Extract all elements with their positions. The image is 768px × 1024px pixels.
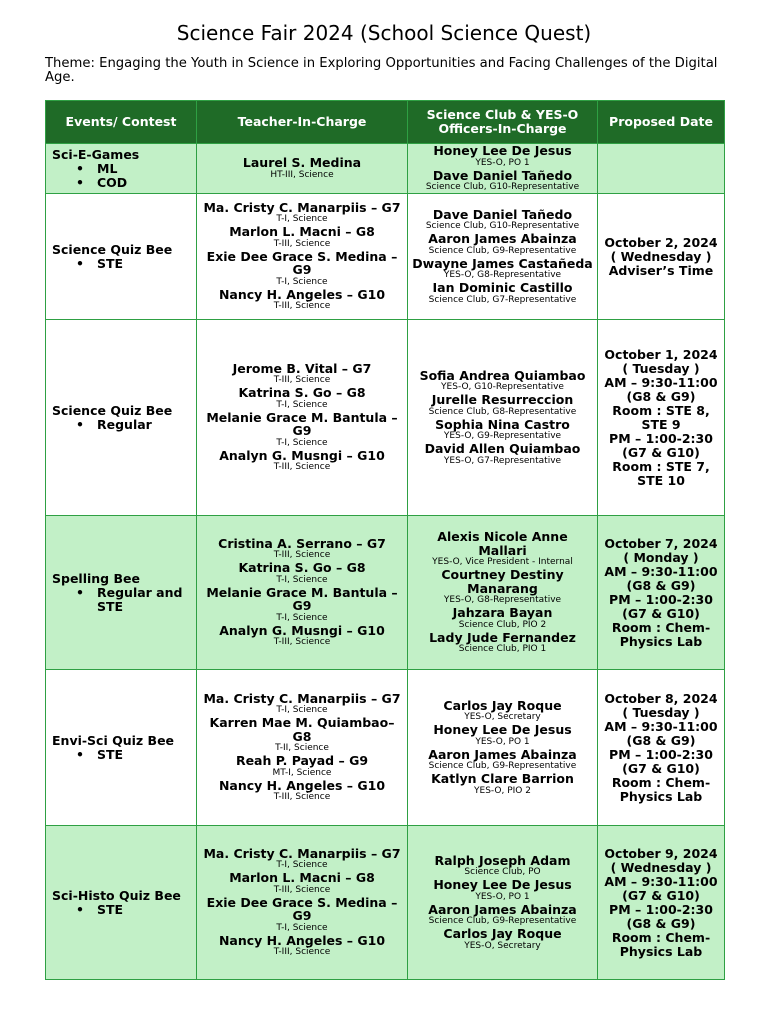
date-cell [598, 826, 725, 980]
date-line: ( Tuesday ) [622, 704, 700, 720]
event-category: • COD [67, 176, 193, 190]
event-categories [52, 257, 193, 271]
teacher-name: Katrina S. Go – G8 [238, 385, 366, 401]
teacher-role: T-I, Science [276, 214, 328, 225]
officer-role: Science Club, G10-Representative [425, 182, 580, 192]
date-cell [598, 670, 725, 826]
teacher-role: T-I, Science [276, 399, 328, 410]
table-row [46, 670, 725, 826]
officer-role: YES-O, G8-Representative [443, 270, 562, 280]
event-categories [52, 162, 193, 190]
page-title: Science Fair 2024 (School Science Quest) [176, 21, 592, 45]
teacher-role: T-III, Science [273, 462, 331, 473]
date-line: Room : STE 7, STE 10 [612, 458, 710, 488]
officer-name: Ian Dominic Castillo [432, 280, 573, 295]
teacher-role: T-I, Science [276, 276, 328, 287]
event-name: Science Quiz Bee [52, 402, 173, 418]
event-category: • Regular and STE [67, 586, 193, 614]
date-line: Room : STE 8, STE 9 [612, 402, 710, 432]
date-line: Room : Chem-Physics Lab [611, 929, 711, 959]
date-line: (G7 & G10) [622, 444, 700, 460]
date-line: (G8 & G9) [626, 915, 696, 931]
officer-name: Aaron James Abainza [428, 901, 577, 917]
event-cell [46, 320, 197, 516]
teacher-cell [197, 670, 408, 826]
table-row [46, 320, 725, 516]
teacher-role: T-I, Science [276, 437, 328, 448]
officer-role: YES-O, Secretary [464, 940, 541, 951]
date-line: AM – 9:30-11:00 [604, 374, 718, 390]
header-officers: Science Club & YES-O Officers-In-Charge [408, 101, 598, 144]
table-row [46, 826, 725, 980]
date-line: October 2, 2024 [604, 234, 718, 250]
teacher-name: Exie Dee Grace S. Medina – G9 [206, 248, 398, 278]
officer-role: YES-O, Secretary [464, 712, 541, 722]
event-cell [46, 516, 197, 670]
teacher-name: Jerome B. Vital – G7 [232, 360, 372, 376]
officer-role: Science Club, G9-Representative [428, 245, 577, 256]
teacher-name: Karren Mae M. Quiambao– G8 [209, 715, 395, 744]
officer-role: YES-O, G7-Representative [443, 455, 562, 466]
teacher-role: T-III, Science [273, 884, 331, 895]
date-line: PM – 1:00-2:30 [609, 591, 713, 607]
officer-role: Science Club, G9-Representative [428, 761, 577, 771]
date-line: October 1, 2024 [604, 346, 718, 362]
officer-role: YES-O, Vice President - Internal [432, 557, 573, 567]
teacher-name: Laurel S. Medina [242, 155, 362, 171]
teacher-name: Marlon L. Macni – G8 [229, 224, 375, 240]
date-line: ( Monday ) [623, 549, 699, 565]
teacher-role: T-II, Science [275, 743, 329, 754]
teacher-name: Melanie Grace M. Bantula – G9 [206, 584, 398, 614]
date-cell [598, 194, 725, 320]
officer-role: Science Club, G10-Representative [425, 221, 580, 231]
date-cell [598, 516, 725, 670]
officer-name: Carlos Jay Roque [443, 926, 562, 941]
officer-role: YES-O, G10-Representative [441, 382, 564, 392]
teacher-name: Exie Dee Grace S. Medina – G9 [206, 894, 398, 924]
event-name: Science Quiz Bee [52, 241, 173, 257]
teacher-role: MT-I, Science [272, 767, 332, 778]
teacher-role: HT-III, Science [270, 169, 334, 180]
date-line: Room : Chem-Physics Lab [611, 619, 711, 649]
event-category: • ML [67, 162, 193, 176]
date-line: Room : Chem-Physics Lab [611, 774, 711, 804]
date-line: PM – 1:00-2:30 [609, 901, 713, 917]
teacher-role: T-III, Science [273, 238, 331, 249]
date-line: (G7 & G10) [622, 760, 700, 776]
date-line: ( Tuesday ) [622, 360, 700, 376]
date-line: (G7 & G10) [622, 887, 700, 903]
teacher-name: Melanie Grace M. Bantula – G9 [206, 409, 398, 439]
officer-name: Katlyn Clare Barrion [431, 771, 574, 786]
teacher-cell [197, 516, 408, 670]
date-line: Adviser’s Time [608, 262, 714, 278]
officer-name: Sophia Nina Castro [435, 416, 570, 432]
event-cell [46, 826, 197, 980]
officer-role: YES-O, PIO 2 [474, 785, 531, 796]
teacher-name: Ma. Cristy C. Manarpiis – G7 [203, 690, 401, 706]
event-categories [52, 903, 193, 917]
officer-name: Aaron James Abainza [428, 746, 577, 762]
officer-name: David Allen Quiambao [424, 441, 581, 456]
teacher-name: Analyn G. Musngi – G10 [219, 447, 385, 463]
event-categories [52, 586, 193, 614]
date-line: PM – 1:00-2:30 [609, 430, 713, 446]
teacher-role: T-III, Science [273, 550, 331, 561]
event-name: Sci-Histo Quiz Bee [52, 887, 181, 903]
officer-name: Alexis Nicole Anne Mallari [437, 529, 568, 558]
teacher-name: Ma. Cristy C. Manarpiis – G7 [203, 845, 401, 861]
teacher-name: Katrina S. Go – G8 [238, 560, 366, 576]
event-cell [46, 670, 197, 826]
date-line: (G7 & G10) [622, 605, 700, 621]
teacher-cell [197, 194, 408, 320]
teacher-role: T-III, Science [273, 375, 331, 386]
event-cell [46, 144, 197, 194]
teacher-role: T-III, Science [273, 301, 331, 312]
officer-role: Science Club, PIO 2 [458, 619, 547, 630]
officers-cell [408, 826, 598, 980]
teacher-name: Ma. Cristy C. Manarpiis – G7 [203, 199, 401, 215]
table-row [46, 144, 725, 194]
event-category: • STE [67, 257, 193, 271]
table-body [46, 144, 725, 980]
teacher-name: Nancy H. Angeles – G10 [218, 932, 386, 948]
date-line: ( Wednesday ) [610, 859, 712, 875]
officers-cell [408, 194, 598, 320]
officer-name: Honey Lee De Jesus [433, 722, 572, 737]
date-line: AM – 9:30-11:00 [604, 718, 718, 734]
theme-statement: Theme: Engaging the Youth in Science in Exploring Opportunities and Facing Challenges of the Digital Age. [45, 56, 718, 85]
officer-name: Dwayne James Castañeda [412, 255, 593, 271]
date-cell [598, 320, 725, 516]
officer-name: Dave Daniel Tañedo [432, 167, 573, 183]
teacher-name: Nancy H. Angeles – G10 [218, 777, 386, 793]
officer-role: YES-O, G8-Representative [443, 595, 562, 605]
officer-name: Jahzara Bayan [452, 605, 553, 620]
date-line: (G8 & G9) [626, 577, 696, 593]
teacher-name: Nancy H. Angeles – G10 [218, 286, 386, 302]
date-line: October 9, 2024 [604, 845, 718, 861]
teacher-role: T-I, Science [276, 860, 328, 871]
teacher-role: T-I, Science [276, 612, 328, 623]
teacher-role: T-I, Science [276, 574, 328, 585]
officer-role: Science Club, G9-Representative [428, 916, 577, 926]
date-line: ( Wednesday ) [610, 248, 712, 264]
teacher-role: T-I, Science [276, 922, 328, 933]
teacher-cell [197, 826, 408, 980]
date-line: (G8 & G9) [626, 388, 696, 404]
officer-name: Ralph Joseph Adam [434, 852, 571, 868]
date-line: PM – 1:00-2:30 [609, 746, 713, 762]
officer-name: Dave Daniel Tañedo [432, 206, 573, 222]
event-categories [52, 748, 193, 762]
officer-name: Courtney Destiny Manarang [441, 567, 564, 596]
events-table [45, 100, 725, 980]
date-line: October 8, 2024 [604, 690, 718, 706]
officer-name: Sofia Andrea Quiambao [419, 367, 586, 383]
officer-role: Science Club, G8-Representative [428, 406, 577, 417]
officer-role: YES-O, PO 1 [475, 891, 530, 902]
teacher-role: T-III, Science [273, 637, 331, 648]
event-category: • STE [67, 903, 193, 917]
date-cell [598, 144, 725, 194]
officer-role: Science Club, PIO 1 [458, 644, 547, 654]
table-row [46, 194, 725, 320]
event-name: Spelling Bee [52, 570, 140, 586]
officer-role: YES-O, G9-Representative [443, 431, 562, 441]
event-category: • STE [67, 748, 193, 762]
officer-name: Honey Lee De Jesus [433, 877, 572, 892]
officer-name: Aaron James Abainza [428, 231, 577, 246]
officers-cell [408, 516, 598, 670]
teacher-cell [197, 320, 408, 516]
date-line: AM – 9:30-11:00 [604, 873, 718, 889]
header-date: Proposed Date [598, 101, 725, 144]
officers-cell [408, 144, 598, 194]
teacher-name: Marlon L. Macni – G8 [229, 870, 375, 886]
officers-cell [408, 670, 598, 826]
officer-name: Honey Lee De Jesus [433, 143, 572, 158]
date-line: October 7, 2024 [604, 535, 718, 551]
header-teacher: Teacher-In-Charge [197, 101, 408, 144]
teacher-role: T-III, Science [273, 947, 331, 958]
table-header-row [46, 101, 725, 144]
table-row [46, 516, 725, 670]
header-events: Events/ Contest [46, 101, 197, 144]
event-cell [46, 194, 197, 320]
date-line: AM – 9:30-11:00 [604, 563, 718, 579]
officer-role: Science Club, G7-Representative [428, 294, 577, 305]
event-name: Envi-Sci Quiz Bee [52, 732, 175, 748]
teacher-cell [197, 144, 408, 194]
date-line: (G8 & G9) [626, 732, 696, 748]
officers-cell [408, 320, 598, 516]
officer-name: Lady Jude Fernandez [429, 629, 576, 645]
officer-role: Science Club, PO [464, 867, 541, 877]
teacher-role: T-I, Science [276, 705, 328, 716]
teacher-name: Analyn G. Musngi – G10 [219, 622, 385, 638]
event-categories [52, 418, 193, 432]
officer-role: YES-O, PO 1 [475, 157, 530, 168]
teacher-name: Cristina A. Serrano – G7 [218, 535, 386, 551]
teacher-role: T-III, Science [273, 792, 331, 803]
officer-name: Jurelle Resurreccion [431, 392, 574, 407]
officer-role: YES-O, PO 1 [475, 736, 530, 747]
event-name: Sci-E-Games [52, 146, 140, 162]
officer-name: Carlos Jay Roque [443, 697, 562, 713]
event-category: • Regular [67, 418, 193, 432]
teacher-name: Reah P. Payad – G9 [235, 753, 369, 769]
